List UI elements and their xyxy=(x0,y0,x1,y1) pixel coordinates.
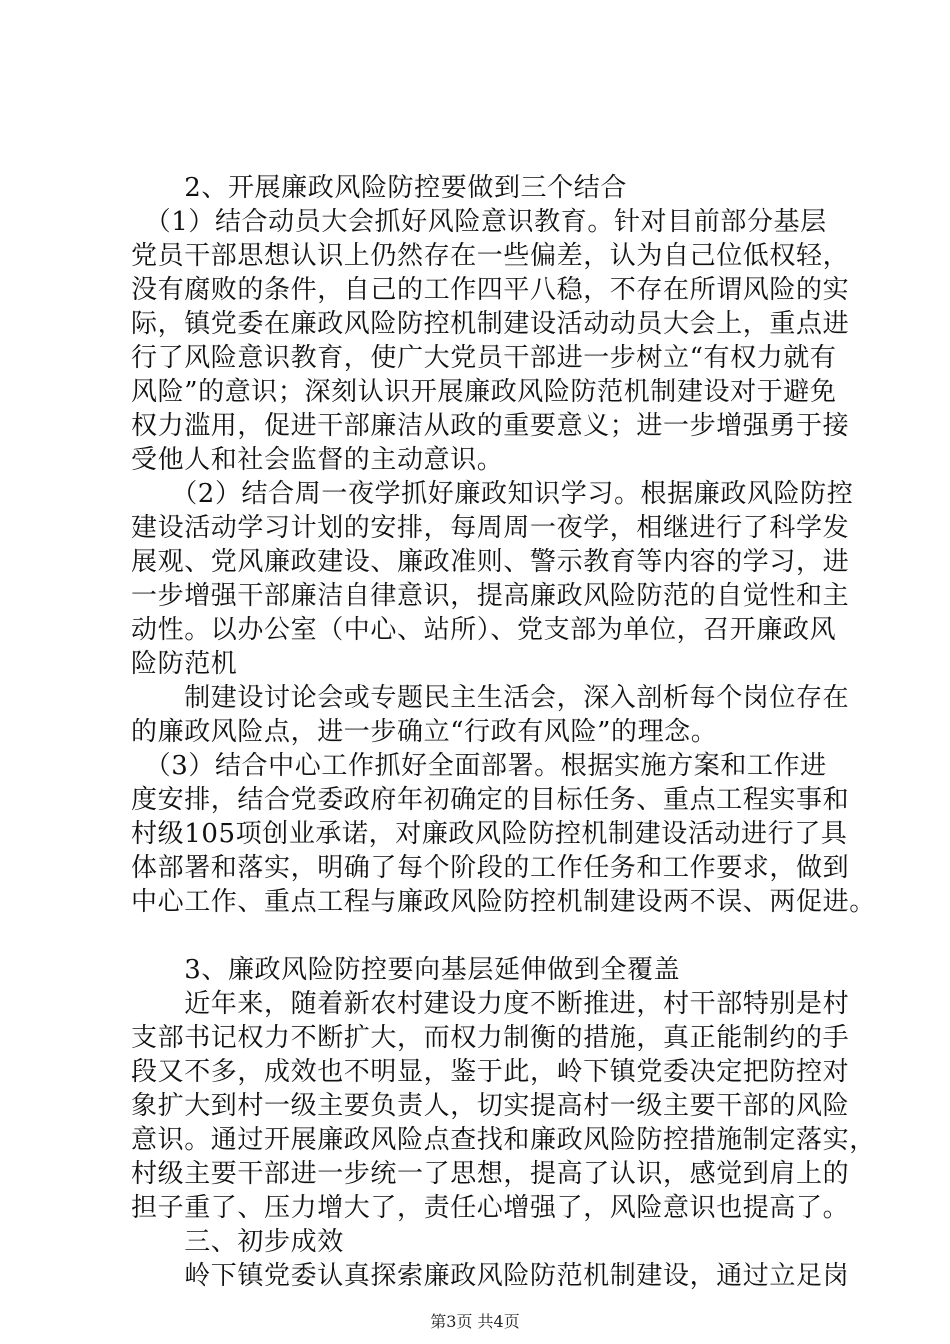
paragraph-line: 体部署和落实，明确了每个阶段的工作任务和工作要求，做到 xyxy=(131,853,850,883)
paragraph-line: 村级主要干部进一步统一了思想，提高了认识，感觉到肩上的 xyxy=(131,1159,850,1189)
paragraph-line: （2）结合周一夜学抓好廉政知识学习。根据廉政风险防控 xyxy=(131,479,854,509)
paragraph-line: 段又不多，成效也不明显，鉴于此，岭下镇党委决定把防控对 xyxy=(131,1057,850,1087)
paragraph-line: （1）结合动员大会抓好风险意识教育。针对目前部分基层 xyxy=(131,207,827,237)
heading-section-2: 2、开展廉政风险防控要做到三个结合 xyxy=(131,173,627,203)
paragraph-line: 制建设讨论会或专题民主生活会，深入剖析每个岗位存在 xyxy=(131,683,850,713)
paragraph-line: 风险”的意识；深刻认识开展廉政风险防范机制建设对于避免 xyxy=(131,377,837,407)
page-footer: 第3页 共4页 xyxy=(430,1312,520,1331)
paragraph-line: 度安排，结合党委政府年初确定的目标任务、重点工程实事和 xyxy=(131,785,850,815)
paragraph-line: 际，镇党委在廉政风险防控机制建设活动动员大会上，重点进 xyxy=(131,309,850,339)
paragraph-line: 担子重了、压力增大了，责任心增强了，风险意识也提高了。 xyxy=(131,1193,850,1223)
paragraph-line: 近年来，随着新农村建设力度不断推进，村干部特别是村 xyxy=(131,989,850,1019)
paragraph-line: 行了风险意识教育，使广大党员干部进一步树立“有权力就有 xyxy=(131,343,837,373)
paragraph-line: 象扩大到村一级主要负责人，切实提高村一级主要干部的风险 xyxy=(131,1091,850,1121)
heading-section-results: 三、初步成效 xyxy=(131,1227,344,1257)
paragraph-line: 村级105项创业承诺，对廉政风险防控机制建设活动进行了具 xyxy=(131,819,848,849)
paragraph-line: 没有腐败的条件，自己的工作四平八稳，不存在所谓风险的实 xyxy=(131,275,850,305)
paragraph-line: 意识。通过开展廉政风险点查找和廉政风险防控措施制定落实， xyxy=(131,1125,876,1155)
paragraph-line: 支部书记权力不断扩大，而权力制衡的措施，真正能制约的手 xyxy=(131,1023,850,1053)
paragraph-line: 中心工作、重点工程与廉政风险防控机制建设两不误、两促进。 xyxy=(131,887,876,917)
paragraph-line: （3）结合中心工作抓好全面部署。根据实施方案和工作进 xyxy=(131,751,827,781)
paragraph-line: 的廉政风险点，进一步确立“行政有风险”的理念。 xyxy=(131,717,718,747)
paragraph-line: 建设活动学习计划的安排，每周周一夜学，相继进行了科学发 xyxy=(131,513,850,543)
paragraph-line: 展观、党风廉政建设、廉政准则、警示教育等内容的学习，进 xyxy=(131,547,850,577)
paragraph-line: 受他人和社会监督的主动意识。 xyxy=(131,445,504,475)
paragraph-line: 险防范机 xyxy=(131,649,238,679)
paragraph-line: 岭下镇党委认真探索廉政风险防范机制建设，通过立足岗 xyxy=(131,1261,850,1291)
heading-section-3: 3、廉政风险防控要向基层延伸做到全覆盖 xyxy=(131,955,681,985)
paragraph-line: 党员干部思想认识上仍然存在一些偏差，认为自己位低权轻， xyxy=(131,241,850,271)
paragraph-line: 一步增强干部廉洁自律意识，提高廉政风险防范的自觉性和主 xyxy=(131,581,850,611)
paragraph-line: 权力滥用，促进干部廉洁从政的重要意义；进一步增强勇于接 xyxy=(131,411,850,441)
paragraph-line: 动性。以办公室（中心、站所）、党支部为单位，召开廉政风 xyxy=(131,615,837,645)
